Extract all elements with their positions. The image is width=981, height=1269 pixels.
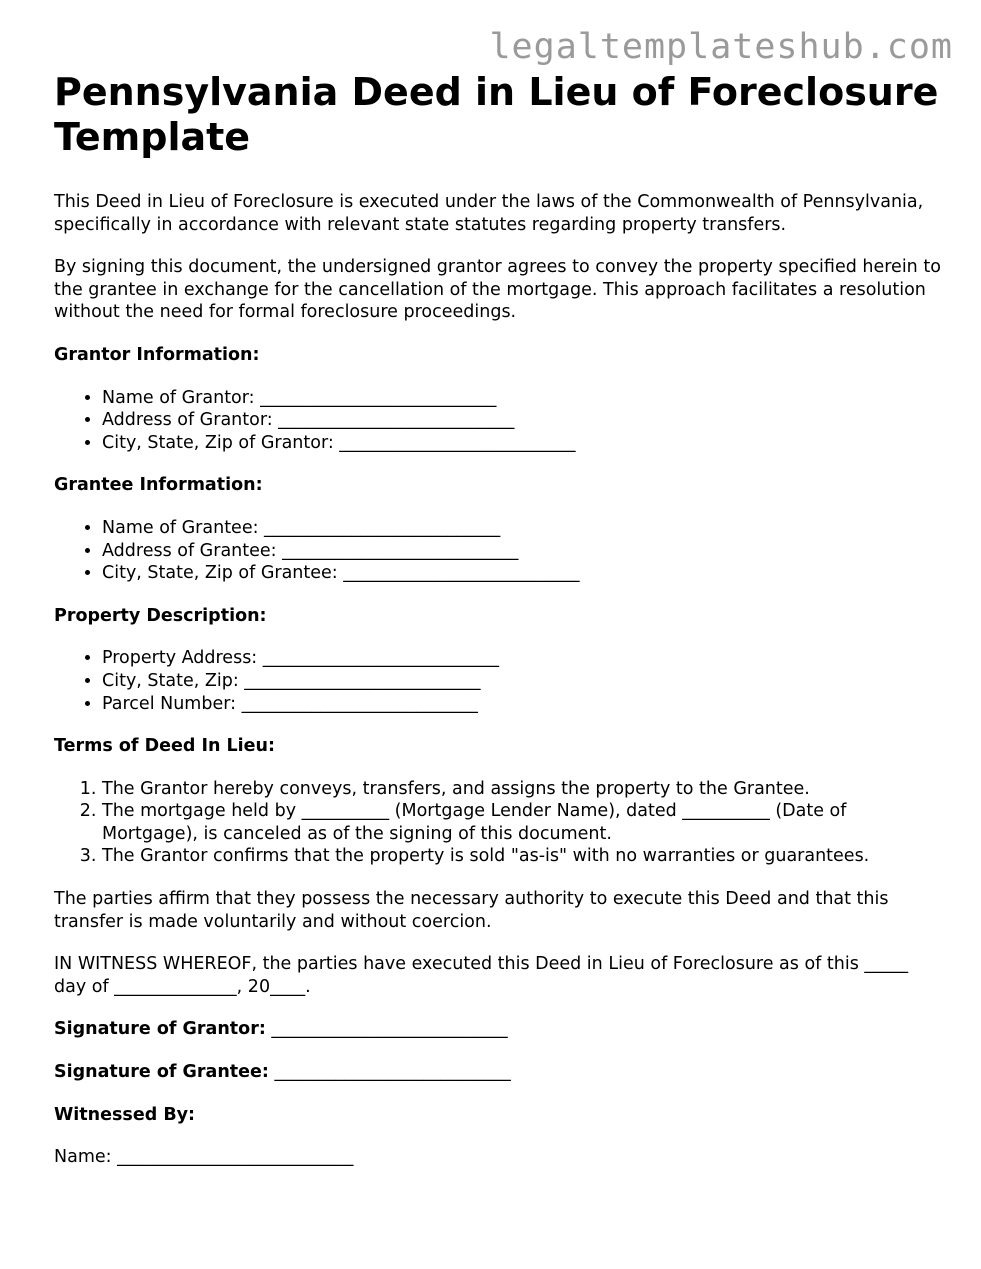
term-item: 3. The Grantor confirms that the property is sold "as-is" with no warranties or guarantees.	[102, 845, 944, 868]
affirmation-paragraph: The parties affirm that they possess the necessary authority to execute this Deed and that this transfer is made voluntarily and without coercion.	[54, 889, 889, 932]
grantee-signature-label: Signature of Grantee:	[54, 1062, 269, 1083]
grantor-name-field: • Name of Grantor: ___________________________	[102, 387, 944, 410]
intro-paragraph-1: This Deed in Lieu of Foreclosure is executed under the laws of the Commonwealth of Pennsylvania, specifically in accordance with relevant state statutes regarding property transfers.	[54, 192, 924, 235]
grantor-heading: Grantor Information:	[54, 344, 260, 365]
document-body	[54, 70, 944, 1169]
grantor-signature-line	[54, 1018, 944, 1041]
witness-name-blank: ___________________________	[117, 1147, 354, 1168]
watermark: legaltemplateshub.com	[489, 27, 953, 67]
property-list	[54, 647, 944, 715]
grantee-name-field: • Name of Grantee: ___________________________	[102, 517, 944, 540]
term-item: 2. The mortgage held by __________ (Mortgage Lender Name), dated __________ (Date of Mortgage), is canceled as of the signing of this document.	[102, 800, 944, 845]
grantee-address-field: • Address of Grantee: ___________________________	[102, 540, 944, 563]
terms-list	[54, 778, 944, 868]
grantee-list	[54, 517, 944, 585]
grantor-signature-label: Signature of Grantor:	[54, 1019, 266, 1040]
grantor-address-field: • Address of Grantor: ___________________________	[102, 409, 944, 432]
witnessed-by-label: Witnessed By:	[54, 1104, 196, 1125]
term-item: 1. The Grantor hereby conveys, transfers, and assigns the property to the Grantee.	[102, 778, 944, 801]
grantee-heading: Grantee Information:	[54, 475, 263, 496]
witnessed-by-heading	[54, 1104, 944, 1127]
grantee-signature-blank: ___________________________	[274, 1062, 511, 1083]
grantor-list	[54, 387, 944, 455]
property-address-field: • Property Address: ___________________________	[102, 647, 944, 670]
witness-clause: IN WITNESS WHEREOF, the parties have executed this Deed in Lieu of Foreclosure as of this _____ day of ______________, 20____.	[54, 954, 909, 997]
property-heading: Property Description:	[54, 605, 267, 626]
intro-paragraph-2: By signing this document, the undersigned grantor agrees to convey the property specified herein to the grantee in exchange for the cancellation of the mortgage. This approach facilitates a resolution without the need for formal foreclosure proceedings.	[54, 257, 941, 323]
witness-name-label: Name:	[54, 1147, 112, 1168]
witness-name-line	[54, 1146, 944, 1169]
parcel-number-field: • Parcel Number: ___________________________	[102, 693, 944, 716]
grantor-signature-blank: ___________________________	[271, 1019, 508, 1040]
grantor-city-field: • City, State, Zip of Grantor: ___________________________	[102, 432, 944, 455]
terms-heading: Terms of Deed In Lieu:	[54, 736, 276, 757]
property-city-field: • City, State, Zip: ___________________________	[102, 670, 944, 693]
grantee-signature-line	[54, 1061, 944, 1084]
grantee-city-field: • City, State, Zip of Grantee: ___________________________	[102, 562, 944, 585]
document-title: Pennsylvania Deed in Lieu of Foreclosure Template	[54, 70, 939, 159]
